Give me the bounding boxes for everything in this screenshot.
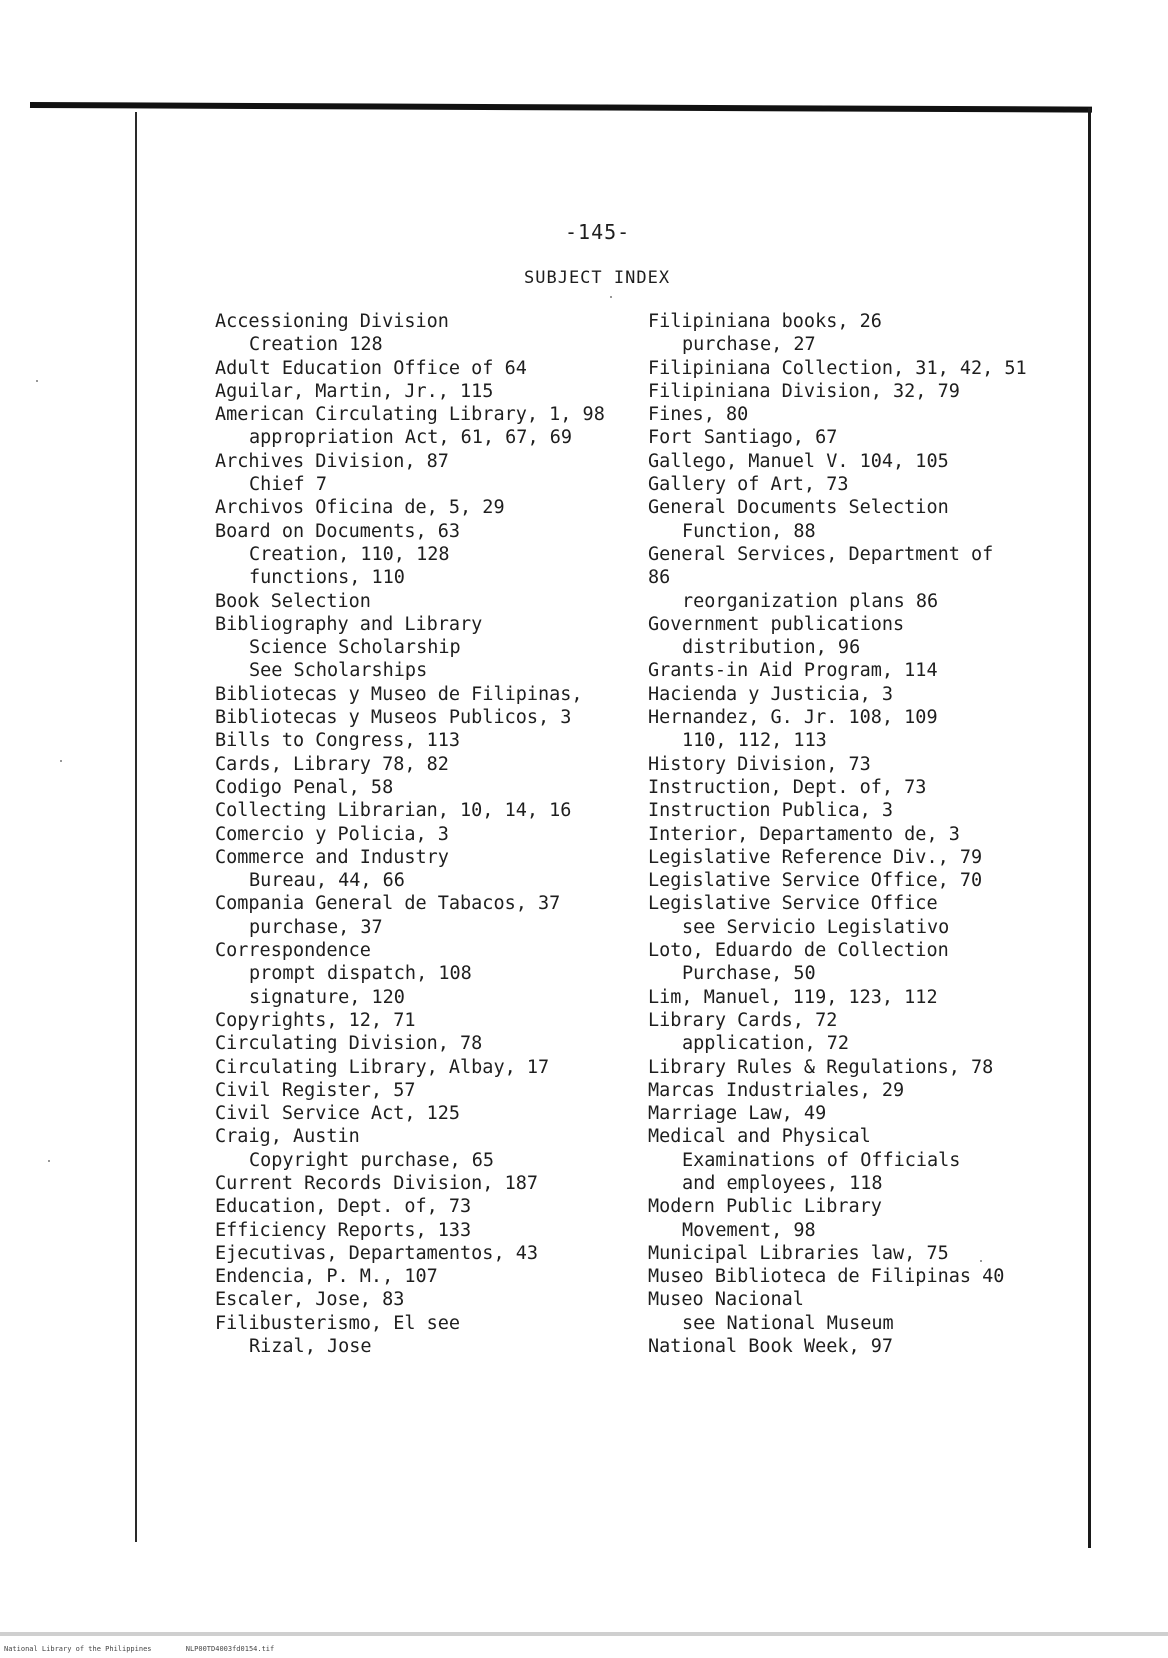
index-subentry: 110, 112, 113 [682,730,827,752]
index-subentry: functions, 110 [249,567,405,589]
index-entry: Current Records Division, 187 [215,1172,539,1194]
index-entry: Commerce and Industry [215,846,449,868]
index-subentry: Creation, 110, 128 [249,543,450,565]
index-entry: Marriage Law, 49 [648,1103,827,1125]
index-entry: National Book Week, 97 [648,1336,894,1358]
index-entry: Legislative Service Office, 70 [648,870,983,892]
index-subentry: Function, 88 [682,520,816,542]
page-title: SUBJECT INDEX [524,268,671,288]
index-entry: Museo Biblioteca de Filipinas 40 [648,1266,1005,1288]
index-entry: Bills to Congress, 113 [215,730,461,752]
left-margin-rule [135,112,137,1542]
index-entry: Circulating Library, Albay, 17 [215,1056,550,1078]
index-entry: Bibliotecas y Museos Publicos, 3 [215,707,572,729]
index-entry: History Division, 73 [648,753,871,775]
index-entry: Education, Dept. of, 73 [215,1196,472,1218]
index-entry: Bibliotecas y Museo de Filipinas, [215,683,583,705]
top-border-rule [30,102,1092,113]
index-entry: Compania General de Tabacos, 37 [215,893,561,915]
scan-speck [60,760,62,762]
index-subentry: Chief 7 [249,474,327,496]
index-entry: Hernandez, G. Jr. 108, 109 [648,707,938,729]
index-entry: Marcas Industriales, 29 [648,1079,905,1101]
index-subentry: see National Museum [682,1312,894,1334]
index-entry: Filipiniana books, 26 [648,311,882,332]
index-entry: Circulating Division, 78 [215,1033,483,1055]
index-subentry: Rizal, Jose [249,1336,372,1358]
scan-speck [610,296,612,298]
index-subentry: Examinations of Officials [682,1149,961,1171]
index-subentry: and employees, 118 [682,1172,883,1194]
index-entry: Filipiniana Division, 32, 79 [648,380,960,402]
index-entry: Fines, 80 [648,404,749,426]
scan-footer [0,1645,1168,1653]
scan-edge [0,1632,1168,1636]
index-subentry: Bureau, 44, 66 [249,870,405,892]
index-subentry: Copyright purchase, 65 [249,1149,495,1171]
index-entry: Medical and Physical [648,1126,871,1148]
footer-filename: NLP00TD4003fd0154.tif [185,1645,275,1653]
index-entry: Archives Division, 87 [215,450,449,472]
index-entry: Civil Register, 57 [215,1079,416,1101]
index-entry: Comercio y Policia, 3 [215,823,449,845]
index-subentry: Science Scholarship [249,637,461,659]
index-entry: Accessioning Division [215,311,449,332]
index-entry: Instruction Publica, 3 [648,800,894,822]
index-subentry: application, 72 [682,1033,850,1055]
index-entry: Cards, Library 78, 82 [215,753,449,775]
index-entry: Loto, Eduardo de Collection [648,940,949,962]
index-entry: Museo Nacional [648,1289,804,1311]
index-column-left [215,310,645,1358]
index-entry: Craig, Austin [215,1126,360,1148]
index-entry: Legislative Reference Div., 79 [648,846,983,868]
right-border-rule [1088,108,1091,1548]
index-subentry: See Scholarships [249,660,428,682]
index-entry: Lim, Manuel, 119, 123, 112 [648,986,938,1008]
index-entry: Copyrights, 12, 71 [215,1009,416,1031]
index-subentry: purchase, 37 [249,916,383,938]
index-entry: Modern Public Library [648,1196,882,1218]
index-subentry: Creation 128 [249,334,383,356]
index-subentry: Purchase, 50 [682,963,816,985]
index-entry: Hacienda y Justicia, 3 [648,683,894,705]
index-entry: Correspondence [215,940,371,962]
scan-speck [980,1260,982,1262]
index-subentry: Movement, 98 [682,1219,816,1241]
index-subentry: appropriation Act, 61, 67, 69 [249,427,573,449]
index-entry: General Services, Department of [648,543,994,565]
index-entry: Municipal Libraries law, 75 [648,1242,949,1264]
index-entry: Civil Service Act, 125 [215,1103,461,1125]
index-subentry: distribution, 96 [682,637,861,659]
index-subentry: prompt dispatch, 108 [249,963,472,985]
index-entry: Aguilar, Martin, Jr., 115 [215,380,494,402]
index-entry: Escaler, Jose, 83 [215,1289,405,1311]
index-entry: Fort Santiago, 67 [648,427,838,449]
index-column-right [648,310,1078,1358]
index-entry: American Circulating Library, 1, 98 [215,404,605,426]
index-subentry: purchase, 27 [682,334,816,356]
footer-source: National Library of the Philippines [4,1645,152,1653]
index-entry: Interior, Departamento de, 3 [648,823,960,845]
index-entry: Gallery of Art, 73 [648,474,849,496]
index-entry: Bibliography and Library [215,613,483,635]
index-entry: Filibusterismo, El see [215,1312,461,1334]
index-entry: Codigo Penal, 58 [215,776,394,798]
index-subentry: reorganization plans 86 [682,590,939,612]
index-entry: Adult Education Office of 64 [215,357,527,379]
scan-speck [48,1160,50,1162]
index-entry: 86 [648,567,671,589]
index-entry: Filipiniana Collection, 31, 42, 51 [648,357,1027,379]
index-entry: Library Rules & Regulations, 78 [648,1056,994,1078]
index-entry: Government publications [648,613,905,635]
index-subentry: see Servicio Legislativo [682,916,950,938]
index-entry: Collecting Librarian, 10, 14, 16 [215,800,572,822]
index-entry: Efficiency Reports, 133 [215,1219,472,1241]
index-subentry: signature, 120 [249,986,405,1008]
index-entry: Legislative Service Office [648,893,938,915]
index-entry: Board on Documents, 63 [215,520,461,542]
page-number: -145- [565,220,631,244]
index-entry: General Documents Selection [648,497,949,519]
index-entry: Ejecutivas, Departamentos, 43 [215,1242,539,1264]
index-entry: Endencia, P. M., 107 [215,1266,438,1288]
scan-speck [36,380,38,382]
index-entry: Grants-in Aid Program, 114 [648,660,938,682]
index-entry: Library Cards, 72 [648,1009,838,1031]
index-entry: Instruction, Dept. of, 73 [648,776,927,798]
index-entry: Book Selection [215,590,371,612]
index-entry: Archivos Oficina de, 5, 29 [215,497,505,519]
index-entry: Gallego, Manuel V. 104, 105 [648,450,949,472]
